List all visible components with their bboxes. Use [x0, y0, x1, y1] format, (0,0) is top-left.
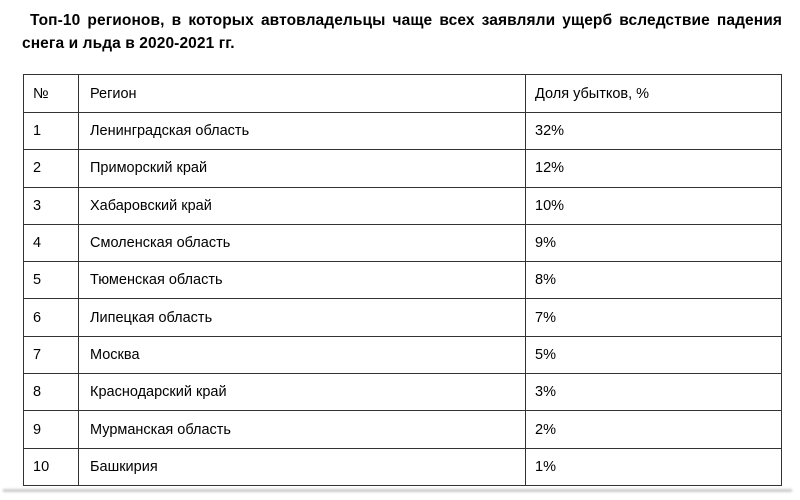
- loss-share-cell: 7%: [526, 299, 782, 336]
- loss-share-cell: 3%: [526, 374, 782, 411]
- region-name-cell: Башкирия: [79, 448, 526, 485]
- loss-share-cell: 12%: [526, 150, 782, 187]
- table-row: [24, 374, 782, 411]
- loss-share-cell: 10%: [526, 187, 782, 224]
- table-row: [24, 187, 782, 224]
- table-bottom-shadow: [3, 489, 792, 492]
- table-header-row: [24, 75, 782, 113]
- region-name-cell: Смоленская область: [79, 224, 526, 261]
- loss-share-cell: 32%: [526, 113, 782, 150]
- table-body: [24, 113, 782, 486]
- top10-regions-table: [23, 74, 782, 486]
- column-header-num: №: [24, 75, 79, 113]
- table-row: [24, 336, 782, 373]
- table-row: [24, 150, 782, 187]
- row-number-cell: 6: [24, 299, 79, 336]
- row-number-cell: 9: [24, 411, 79, 448]
- table-row: [24, 448, 782, 485]
- table-row: [24, 224, 782, 261]
- region-name-cell: Липецкая область: [79, 299, 526, 336]
- region-name-cell: Ленинградская область: [79, 113, 526, 150]
- loss-share-cell: 1%: [526, 448, 782, 485]
- loss-share-cell: 5%: [526, 336, 782, 373]
- region-name-cell: Хабаровский край: [79, 187, 526, 224]
- row-number-cell: 1: [24, 113, 79, 150]
- region-name-cell: Тюменская область: [79, 262, 526, 299]
- table-row: [24, 411, 782, 448]
- region-name-cell: Мурманская область: [79, 411, 526, 448]
- region-name-cell: Москва: [79, 336, 526, 373]
- table-row: [24, 262, 782, 299]
- row-number-cell: 10: [24, 448, 79, 485]
- row-number-cell: 3: [24, 187, 79, 224]
- loss-share-cell: 2%: [526, 411, 782, 448]
- table-row: [24, 299, 782, 336]
- document-title: Топ-10 регионов, в которых автовладельцы чаще всех заявляли ущерб вследствие падения снега и льда в 2020-2021 гг.: [22, 12, 782, 52]
- table-row: [24, 113, 782, 150]
- row-number-cell: 5: [24, 262, 79, 299]
- column-header-region: Регион: [79, 75, 526, 113]
- region-name-cell: Краснодарский край: [79, 374, 526, 411]
- loss-share-cell: 9%: [526, 224, 782, 261]
- loss-share-cell: 8%: [526, 262, 782, 299]
- row-number-cell: 4: [24, 224, 79, 261]
- region-name-cell: Приморский край: [79, 150, 526, 187]
- row-number-cell: 7: [24, 336, 79, 373]
- row-number-cell: 8: [24, 374, 79, 411]
- column-header-share: Доля убытков, %: [526, 75, 782, 113]
- row-number-cell: 2: [24, 150, 79, 187]
